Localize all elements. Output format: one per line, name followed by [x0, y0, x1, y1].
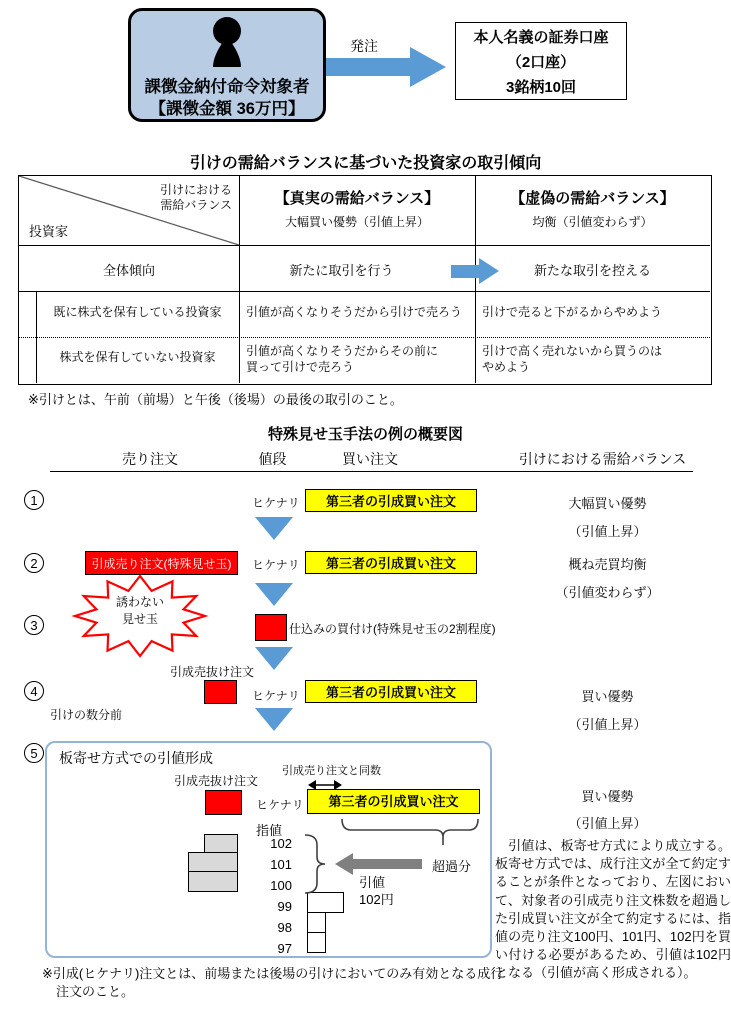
sell-limit-order-bar: [188, 871, 238, 892]
header-true-balance-sub: 大幅買い優勢（引値上昇）: [284, 215, 429, 229]
balance-table: [18, 175, 712, 385]
step-number-4: 4: [24, 681, 44, 701]
step1-balance-sub: （引値上昇）: [568, 524, 647, 539]
step-number-5: 5: [24, 743, 44, 763]
person-icon: [204, 17, 250, 73]
closing-price-label: 引値: [359, 875, 386, 890]
account-line1: 本人名義の証券口座: [473, 29, 609, 46]
account-line2: （2口座）: [506, 54, 576, 71]
price-98: 98: [277, 920, 292, 935]
price-102: 102: [270, 836, 292, 851]
price-99: 99: [277, 899, 292, 914]
order-arrow-shaft: [326, 58, 410, 76]
fake-sell-order-box: 引成売り注文(特殊見せ玉): [85, 551, 238, 575]
starburst-callout: [70, 574, 210, 658]
step2-balance: 概ね売買均衡: [568, 557, 647, 572]
subject-title: 課徴金納付命令対象者: [144, 78, 310, 96]
subject-box: [128, 8, 326, 122]
account-line3: 3銘柄10回: [505, 79, 577, 96]
row-overall-true: 新たに取引を行う: [289, 263, 394, 278]
row-holder-label: 既に株式を保有している投資家: [53, 305, 222, 319]
row-nonholder-label: 株式を保有していない投資家: [59, 350, 216, 364]
step5-sell-label: 引成売抜け注文: [174, 774, 259, 788]
order-arrow-head-icon: [410, 47, 446, 87]
column-header-price: 値段: [258, 451, 287, 467]
subject-penalty: 【課徴金額 36万円】: [149, 100, 305, 118]
row-overall-label: 全体傾向: [102, 263, 155, 278]
sell-order-red-square: [205, 790, 242, 815]
row-nonholder-true: 引値が高くなりそうだからその前に 買って引けで売ろう: [246, 344, 439, 374]
table-dotted-divider: [19, 337, 710, 338]
row-nonholder-false: 引けで高く売れないから買うのは やめよう: [482, 344, 663, 374]
row-holder-false: 引けで売ると下がるからやめよう: [482, 305, 663, 319]
diagram-footnote-line1: ※引成(ヒケナリ)注文とは、前場または後場の引けにおいてのみ有効となる成行: [42, 966, 504, 981]
step-number-3: 3: [24, 615, 44, 635]
hikenari-label: ヒケナリ: [252, 689, 300, 703]
account-box: [455, 22, 627, 100]
table-divider: [19, 291, 710, 292]
same-quantity-label: 引成売り注文と同数: [282, 765, 381, 777]
table-footnote: ※引けとは、午前（前場）と午後（後場）の最後の取引のこと。: [28, 392, 403, 407]
header-false-balance: 【虚偽の需給バランス】: [510, 190, 675, 207]
excess-label: 超過分: [432, 859, 472, 874]
price-101: 101: [270, 857, 292, 872]
step4-balance: 買い優勢: [581, 689, 634, 704]
table-title: 引けの需給バランスに基づいた投資家の取引傾向: [189, 155, 542, 172]
step4-time-note: 引けの数分前: [50, 708, 123, 722]
hikenari-label: ヒケナリ: [252, 496, 300, 510]
header-true-balance: 【真実の需給バランス】: [274, 190, 440, 207]
down-arrow-icon: [255, 647, 293, 670]
itayose-box: [45, 741, 492, 958]
third-party-order-box: 第三者の引成買い注文: [307, 789, 480, 814]
under-brace-icon: [340, 817, 480, 847]
buy-order-red-square: [255, 614, 287, 641]
step-number-1: 1: [24, 490, 44, 510]
row-holder-true: 引値が高くなりそうだから引けで売ろう: [246, 305, 463, 319]
column-header-sell: 売り注文: [122, 451, 178, 467]
step5-explanation: 引値は、板寄せ方式により成立する。板寄せ方式では、成行注文が全て約定することが条件となっており、左図において、対象者の引成売り注文株数を超過した引成買い注文が全て約定するには、指値の売り注文100円、101円、102円を買い付ける必要があるため、引値は102円となる（引値が高く形成される）。: [495, 838, 731, 981]
step1-balance: 大幅買い優勢: [568, 496, 647, 511]
buy-limit-order-bar: [307, 932, 326, 953]
down-arrow-icon: [255, 583, 293, 606]
sell-limit-order-bar: [188, 852, 238, 872]
limit-price-label: 指値: [256, 823, 283, 838]
down-arrow-icon: [255, 517, 293, 540]
third-party-order-box: 第三者の引成買い注文: [305, 551, 477, 574]
sell-order-red-square: [204, 680, 237, 704]
step3-label: 仕込みの買付け(特殊見せ玉の2割程度): [289, 622, 496, 636]
order-arrow-label: 発注: [350, 38, 378, 54]
buy-limit-order-bar: [307, 912, 326, 933]
buy-limit-order-bar: [307, 892, 344, 913]
excess-arrow-shaft: [352, 859, 422, 869]
sell-limit-order-bar: [204, 834, 238, 853]
down-arrow-icon: [255, 708, 293, 731]
excess-arrow-head-icon: [335, 853, 353, 875]
corner-header-balance: 引けにおける 需給バランス: [159, 183, 232, 212]
right-brace-icon: [303, 833, 327, 895]
starburst-text: 誘わない 見せ玉: [115, 595, 164, 626]
table-divider: [19, 245, 710, 246]
diagram-title: 特殊見せ玉手法の例の概要図: [267, 426, 463, 443]
header-false-balance-sub: 均衡（引値変わらず）: [532, 215, 653, 229]
row-overall-false: 新たな取引を控える: [533, 263, 651, 278]
column-header-buy: 買い注文: [342, 451, 398, 467]
column-header-rule: [50, 471, 693, 472]
third-party-order-box: 第三者の引成買い注文: [305, 680, 477, 703]
price-100: 100: [270, 878, 292, 893]
hikenari-label: ヒケナリ: [252, 558, 300, 572]
itayose-box-title: 板寄せ方式での引値形成: [59, 750, 213, 766]
step4-sell-label: 引成売抜け注文: [170, 665, 255, 679]
diagram-footnote-line2: 注文のこと。: [56, 984, 135, 999]
price-97: 97: [277, 941, 292, 956]
step4-balance-sub: （引値上昇）: [568, 717, 647, 732]
step-number-2: 2: [24, 553, 44, 573]
column-header-balance: 引けにおける需給バランス: [518, 451, 687, 467]
step5-balance: 買い優勢: [581, 789, 634, 804]
corner-header-investor: 投資家: [29, 224, 69, 239]
hikenari-label: ヒケナリ: [256, 798, 304, 812]
step2-balance-sub: （引値変わらず）: [555, 585, 660, 600]
closing-price-value: 102円: [359, 892, 394, 907]
step5-balance-sub: （引値上昇）: [568, 816, 647, 831]
third-party-order-box: 第三者の引成買い注文: [305, 489, 477, 512]
